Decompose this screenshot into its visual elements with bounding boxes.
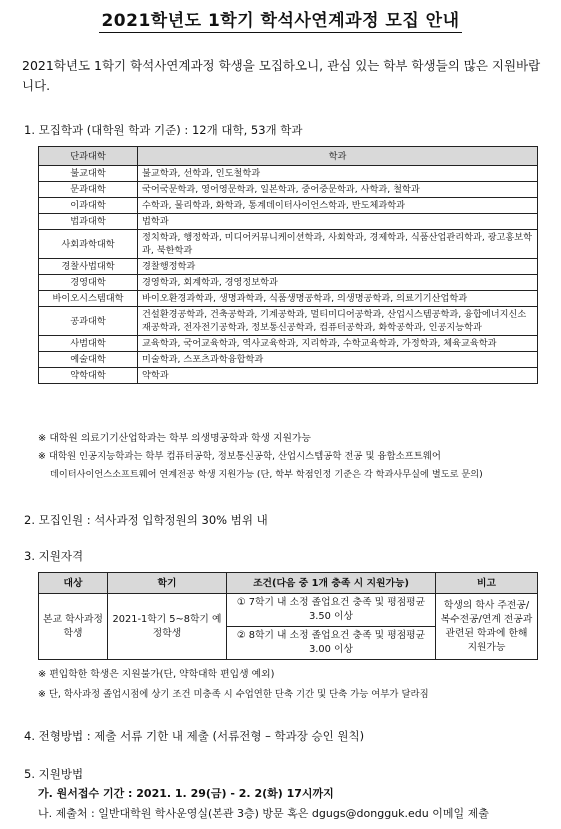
department-cell: 교육학과, 국어교육학과, 역사교육학과, 지리학과, 수학교육학과, 가정학과, 체육교육학과	[138, 336, 538, 352]
section-4-heading: 4. 전형방법 : 제출 서류 기한 내 제출 (서류전형 – 학과장 승인 원칙)	[24, 729, 365, 743]
col-target: 대상	[39, 573, 108, 594]
note-graduation: ※ 단, 학사과정 졸업시점에 상기 조건 미충족 시 수업연한 단축 기간 및 단축 가능 여부가 달라짐	[38, 689, 429, 700]
department-cell: 정치학과, 행정학과, 미디어커뮤니케이션학과, 사회학과, 경제학과, 식품산업관리학과, 광고홍보학과, 북한학과	[138, 230, 538, 259]
table-row	[39, 182, 538, 198]
department-cell: 경영학과, 회계학과, 경영정보학과	[138, 275, 538, 291]
department-cell: 법학과	[138, 214, 538, 230]
table-row	[39, 352, 538, 368]
department-cell: 국어국문학과, 영어영문학과, 일본학과, 중어중문학과, 사학과, 철학과	[138, 182, 538, 198]
condition-2-cell: ② 8학기 내 소정 졸업요건 충족 및 평점평균 3.00 이상	[227, 627, 436, 660]
college-cell: 예술대학	[39, 352, 138, 368]
table-row	[39, 291, 538, 307]
college-cell: 사범대학	[39, 336, 138, 352]
section-2-heading: 2. 모집인원 : 석사과정 입학정원의 30% 범위 내	[24, 513, 268, 527]
target-cell: 본교 학사과정 학생	[39, 594, 108, 660]
table-row	[39, 594, 538, 627]
college-cell: 공과대학	[39, 307, 138, 336]
note-ai-2: 데이터사이언스소프트웨어 연계전공 학생 지원가능 (단, 학부 학점인정 기준은 각 학과사무실에 별도로 문의)	[50, 469, 483, 480]
submit-location: 나. 제출처 : 일반대학원 학사운영실(본관 3층) 방문 혹은 dgugs@dongguk.edu 이메일 제출	[38, 807, 489, 820]
college-cell: 이과대학	[39, 198, 138, 214]
department-cell: 건설환경공학과, 건축공학과, 기계공학과, 멀티미디어공학과, 산업시스템공학과, 융합에너지신소재공학과, 전자전기공학과, 정보통신공학과, 컴퓨터공학과, 화학공학과, 인공지능학과	[138, 307, 538, 336]
note-ai-1: ※ 대학원 인공지능학과는 학부 컴퓨터공학, 정보통신공학, 산업시스템공학 전공 및 융합소프트웨어	[38, 451, 441, 462]
table-row	[39, 198, 538, 214]
table-row	[39, 336, 538, 352]
department-cell: 경찰행정학과	[138, 259, 538, 275]
section-3-heading: 3. 지원자격	[24, 549, 84, 563]
college-cell: 문과대학	[39, 182, 138, 198]
section-5-heading: 5. 지원방법	[24, 767, 84, 781]
table-row	[39, 259, 538, 275]
col-condition: 조건(다음 중 1개 충족 시 지원가능)	[227, 573, 436, 594]
department-cell: 불교학과, 선학과, 인도철학과	[138, 166, 538, 182]
college-cell: 경영대학	[39, 275, 138, 291]
departments-table	[38, 146, 538, 384]
department-cell: 약학과	[138, 368, 538, 384]
department-cell: 바이오환경과학과, 생명과학과, 식품생명공학과, 의생명공학과, 의료기기산업학과	[138, 291, 538, 307]
note-transfer: ※ 편입학한 학생은 지원불가(단, 약학대학 편입생 예외)	[38, 669, 275, 680]
col-department: 학과	[138, 147, 538, 166]
table-row	[39, 275, 538, 291]
col-college: 단과대학	[39, 147, 138, 166]
section-1-heading: 1. 모집학과 (대학원 학과 기준) : 12개 대학, 53개 학과	[24, 123, 303, 137]
col-remark: 비고	[436, 573, 538, 594]
college-cell: 불교대학	[39, 166, 138, 182]
condition-1-cell: ① 7학기 내 소정 졸업요건 충족 및 평점평균 3.50 이상	[227, 594, 436, 627]
college-cell: 법과대학	[39, 214, 138, 230]
college-cell: 경찰사법대학	[39, 259, 138, 275]
table-row	[39, 230, 538, 259]
college-cell: 사회과학대학	[39, 230, 138, 259]
semester-cell: 2021-1학기 5~8학기 예정학생	[108, 594, 227, 660]
college-cell: 약학대학	[39, 368, 138, 384]
intro-text: 2021학년도 1학기 학석사연계과정 학생을 모집하오니, 관심 있는 학부 학생들의 많은 지원바랍니다.	[22, 58, 541, 93]
college-cell: 바이오시스템대학	[39, 291, 138, 307]
remark-cell: 학생의 학사 주전공/복수전공/연계 전공과 관련된 학과에 한해 지원가능	[436, 594, 538, 660]
col-semester: 학기	[108, 573, 227, 594]
department-cell: 미술학과, 스포츠과학융합학과	[138, 352, 538, 368]
apply-period: 가. 원서접수 기간 : 2021. 1. 29(금) - 2. 2(화) 17시까지	[38, 787, 334, 800]
table-row	[39, 214, 538, 230]
page-title: 2021학년도 1학기 학석사연계과정 모집 안내	[101, 11, 460, 31]
eligibility-table	[38, 572, 538, 660]
table-row	[39, 307, 538, 336]
department-cell: 수학과, 물리학과, 화학과, 통계데이터사이언스학과, 반도체과학과	[138, 198, 538, 214]
note-medical-device: ※ 대학원 의료기기산업학과는 학부 의생명공학과 학생 지원가능	[38, 433, 311, 444]
table-row	[39, 166, 538, 182]
table-row	[39, 368, 538, 384]
